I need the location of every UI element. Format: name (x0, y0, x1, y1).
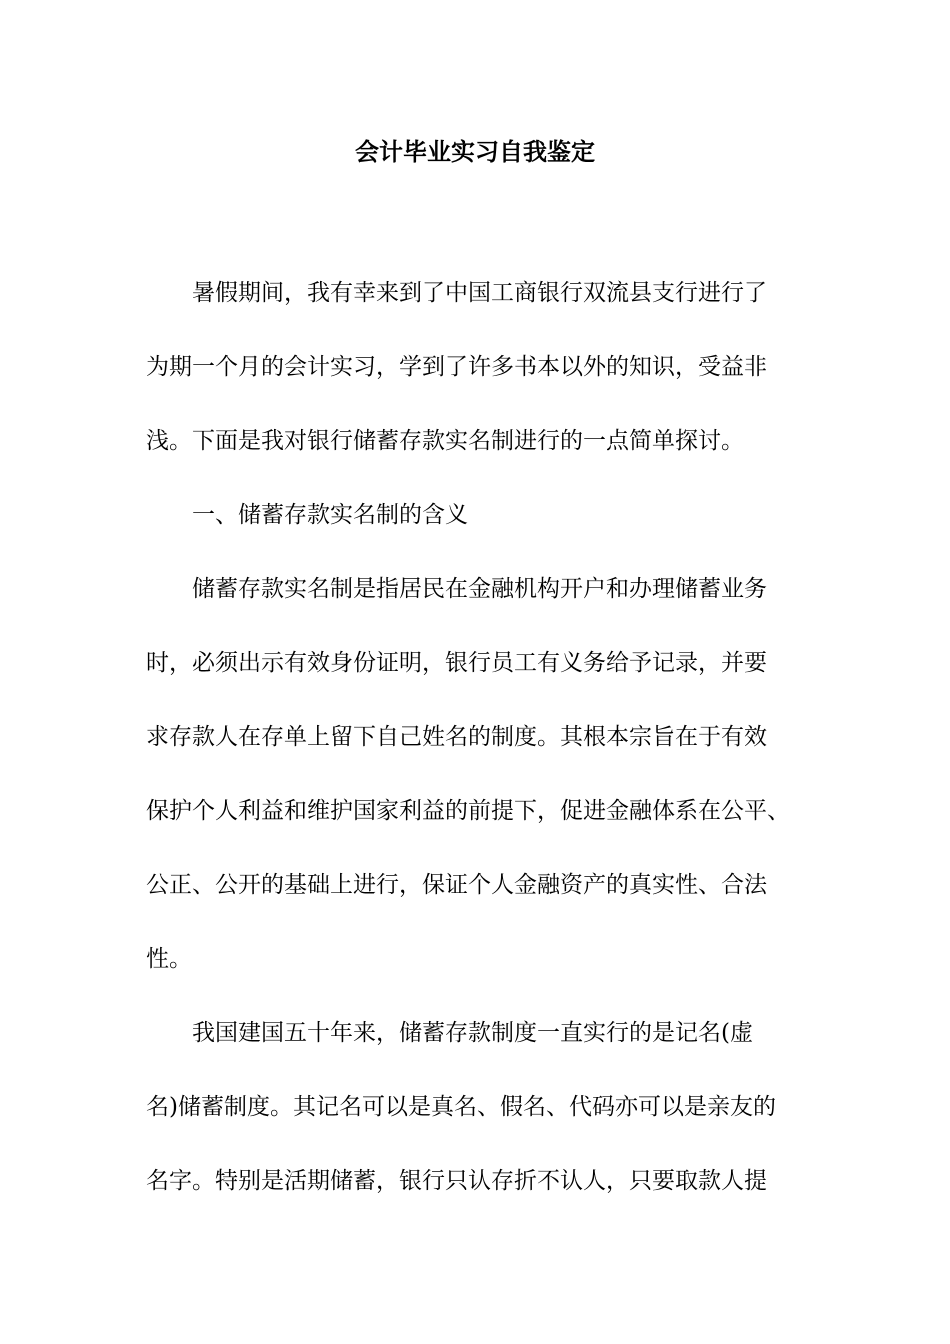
paragraph-line: 浅。下面是我对银行储蓄存款实名制进行的一点简单探讨。 (146, 428, 744, 454)
paragraph-line: 时，必须出示有效身份证明，银行员工有义务给予记录，并要 (146, 650, 767, 676)
document-body (146, 256, 808, 1218)
paragraph-line: 我国建国五十年来，储蓄存款制度一直实行的是记名(虚 (192, 1020, 753, 1046)
paragraph-line: 暑假期间，我有幸来到了中国工商银行双流县支行进行了 (192, 280, 767, 306)
section-heading: 一、储蓄存款实名制的含义 (192, 502, 468, 528)
paragraph-line: 储蓄存款实名制是指居民在金融机构开户和办理储蓄业务 (192, 576, 767, 602)
paragraph-line: 名字。特别是活期储蓄，银行只认存折不认人，只要取款人提 (146, 1168, 767, 1194)
document-title: 会计毕业实习自我鉴定 (355, 138, 595, 166)
paragraph-line: 公正、公开的基础上进行，保证个人金融资产的真实性、合法 (146, 872, 767, 898)
paragraph-line: 性。 (146, 946, 192, 972)
paragraph-line: 名)储蓄制度。其记名可以是真名、假名、代码亦可以是亲友的 (146, 1094, 776, 1120)
paragraph-line: 为期一个月的会计实习，学到了许多书本以外的知识，受益非 (146, 354, 767, 380)
paragraph-line: 求存款人在存单上留下自己姓名的制度。其根本宗旨在于有效 (146, 724, 767, 750)
paragraph-line: 保护个人利益和维护国家利益的前提下，促进金融体系在公平、 (146, 798, 790, 824)
